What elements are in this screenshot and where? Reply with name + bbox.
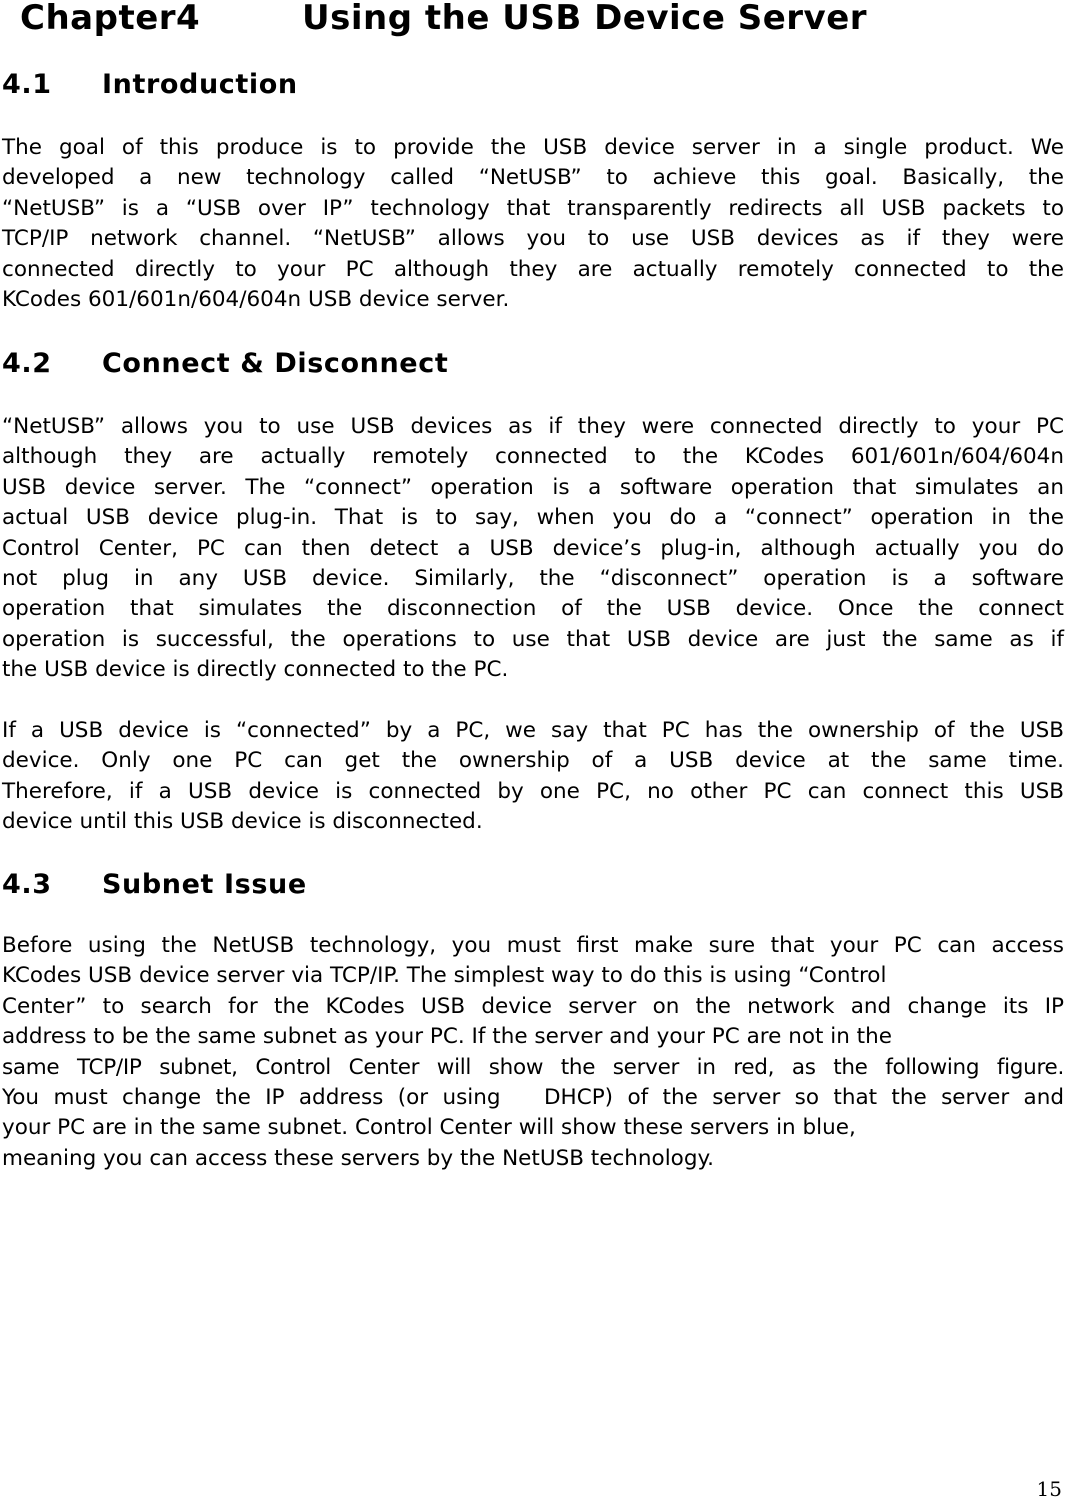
text-line: same TCP/IP subnet, Control Center will show the server in red, as the following figure. <box>2 1054 1064 1080</box>
text-line: meaning you can access these servers by the NetUSB technology. <box>2 1145 714 1171</box>
text-line: The goal of this produce is to provide the USB device server in a single product. We <box>2 135 1064 160</box>
text-line: not plug in any USB device. Similarly, the “disconnect” operation is a software <box>2 566 1064 592</box>
section-heading-4-1 <box>2 70 298 100</box>
text-line: device. Only one PC can get the ownership of a USB device at the same time. <box>2 748 1064 774</box>
chapter-title-text: Using the USB Device Server <box>302 0 868 38</box>
section-number: 4.1 <box>2 69 52 100</box>
paragraph-subnet <box>2 931 1064 1174</box>
paragraph-intro <box>2 133 1064 315</box>
text-line: “NetUSB” allows you to use USB devices as if they were connected directly to your PC <box>2 414 1064 439</box>
text-line: TCP/IP network channel. “NetUSB” allows you to use USB devices as if they were <box>2 226 1064 252</box>
section-title: Connect & Disconnect <box>102 348 449 379</box>
chapter-number: Chapter4 <box>20 0 201 38</box>
text-line: USB device server. The “connect” operation is a software operation that simulates an <box>2 474 1064 500</box>
text-line: KCodes USB device server via TCP/IP. The simplest way to do this is using “Control <box>2 963 887 989</box>
text-line: address to be the same subnet as your PC. If the server and your PC are not in the <box>2 1024 892 1050</box>
paragraph-connect <box>2 412 1064 686</box>
chapter-title <box>20 0 867 36</box>
text-line: actual USB device plug-in. That is to say, when you do a “connect” operation in the <box>2 505 1064 531</box>
text-line: the USB device is directly connected to the PC. <box>2 657 509 683</box>
paragraph-ownership <box>2 716 1064 838</box>
text-line: connected directly to your PC although they are actually remotely connected to the <box>2 256 1064 282</box>
text-line: Therefore, if a USB device is connected by one PC, no other PC can connect this USB <box>2 778 1064 804</box>
text-line: Center” to search for the KCodes USB device server on the network and change its IP <box>2 993 1064 1019</box>
text-line: KCodes 601/601n/604/604n USB device server. <box>2 287 510 313</box>
text-line: device until this USB device is disconnected. <box>2 809 483 835</box>
text-line: Before using the NetUSB technology, you must first make sure that your PC can access <box>2 933 1064 958</box>
text-line: operation that simulates the disconnection of the USB device. Once the connect <box>2 596 1064 622</box>
text-line: If a USB device is “connected” by a PC, we say that PC has the ownership of the USB <box>2 718 1064 743</box>
text-line: although they are actually remotely connected to the KCodes 601/601n/604/604n <box>2 444 1064 470</box>
section-title: Introduction <box>102 69 298 100</box>
text-line: Control Center, PC can then detect a USB device’s plug-in, although actually you do <box>2 535 1064 561</box>
text-line: You must change the IP address (or using DHCP) of the server so that the server and <box>2 1085 1064 1111</box>
text-line: your PC are in the same subnet. Control Center will show these servers in blue, <box>2 1115 856 1141</box>
section-heading-4-3 <box>2 870 307 900</box>
section-number: 4.2 <box>2 348 52 379</box>
section-number: 4.3 <box>2 869 52 900</box>
section-title: Subnet Issue <box>102 869 307 900</box>
text-line: “NetUSB” is a “USB over IP” technology that transparently redirects all USB packets to <box>2 195 1064 221</box>
section-heading-4-2 <box>2 349 448 379</box>
page-number: 15 <box>1036 1477 1062 1501</box>
text-line: developed a new technology called “NetUSB” to achieve this goal. Basically, the <box>2 165 1064 191</box>
text-line: operation is successful, the operations to use that USB device are just the same as if <box>2 626 1064 652</box>
